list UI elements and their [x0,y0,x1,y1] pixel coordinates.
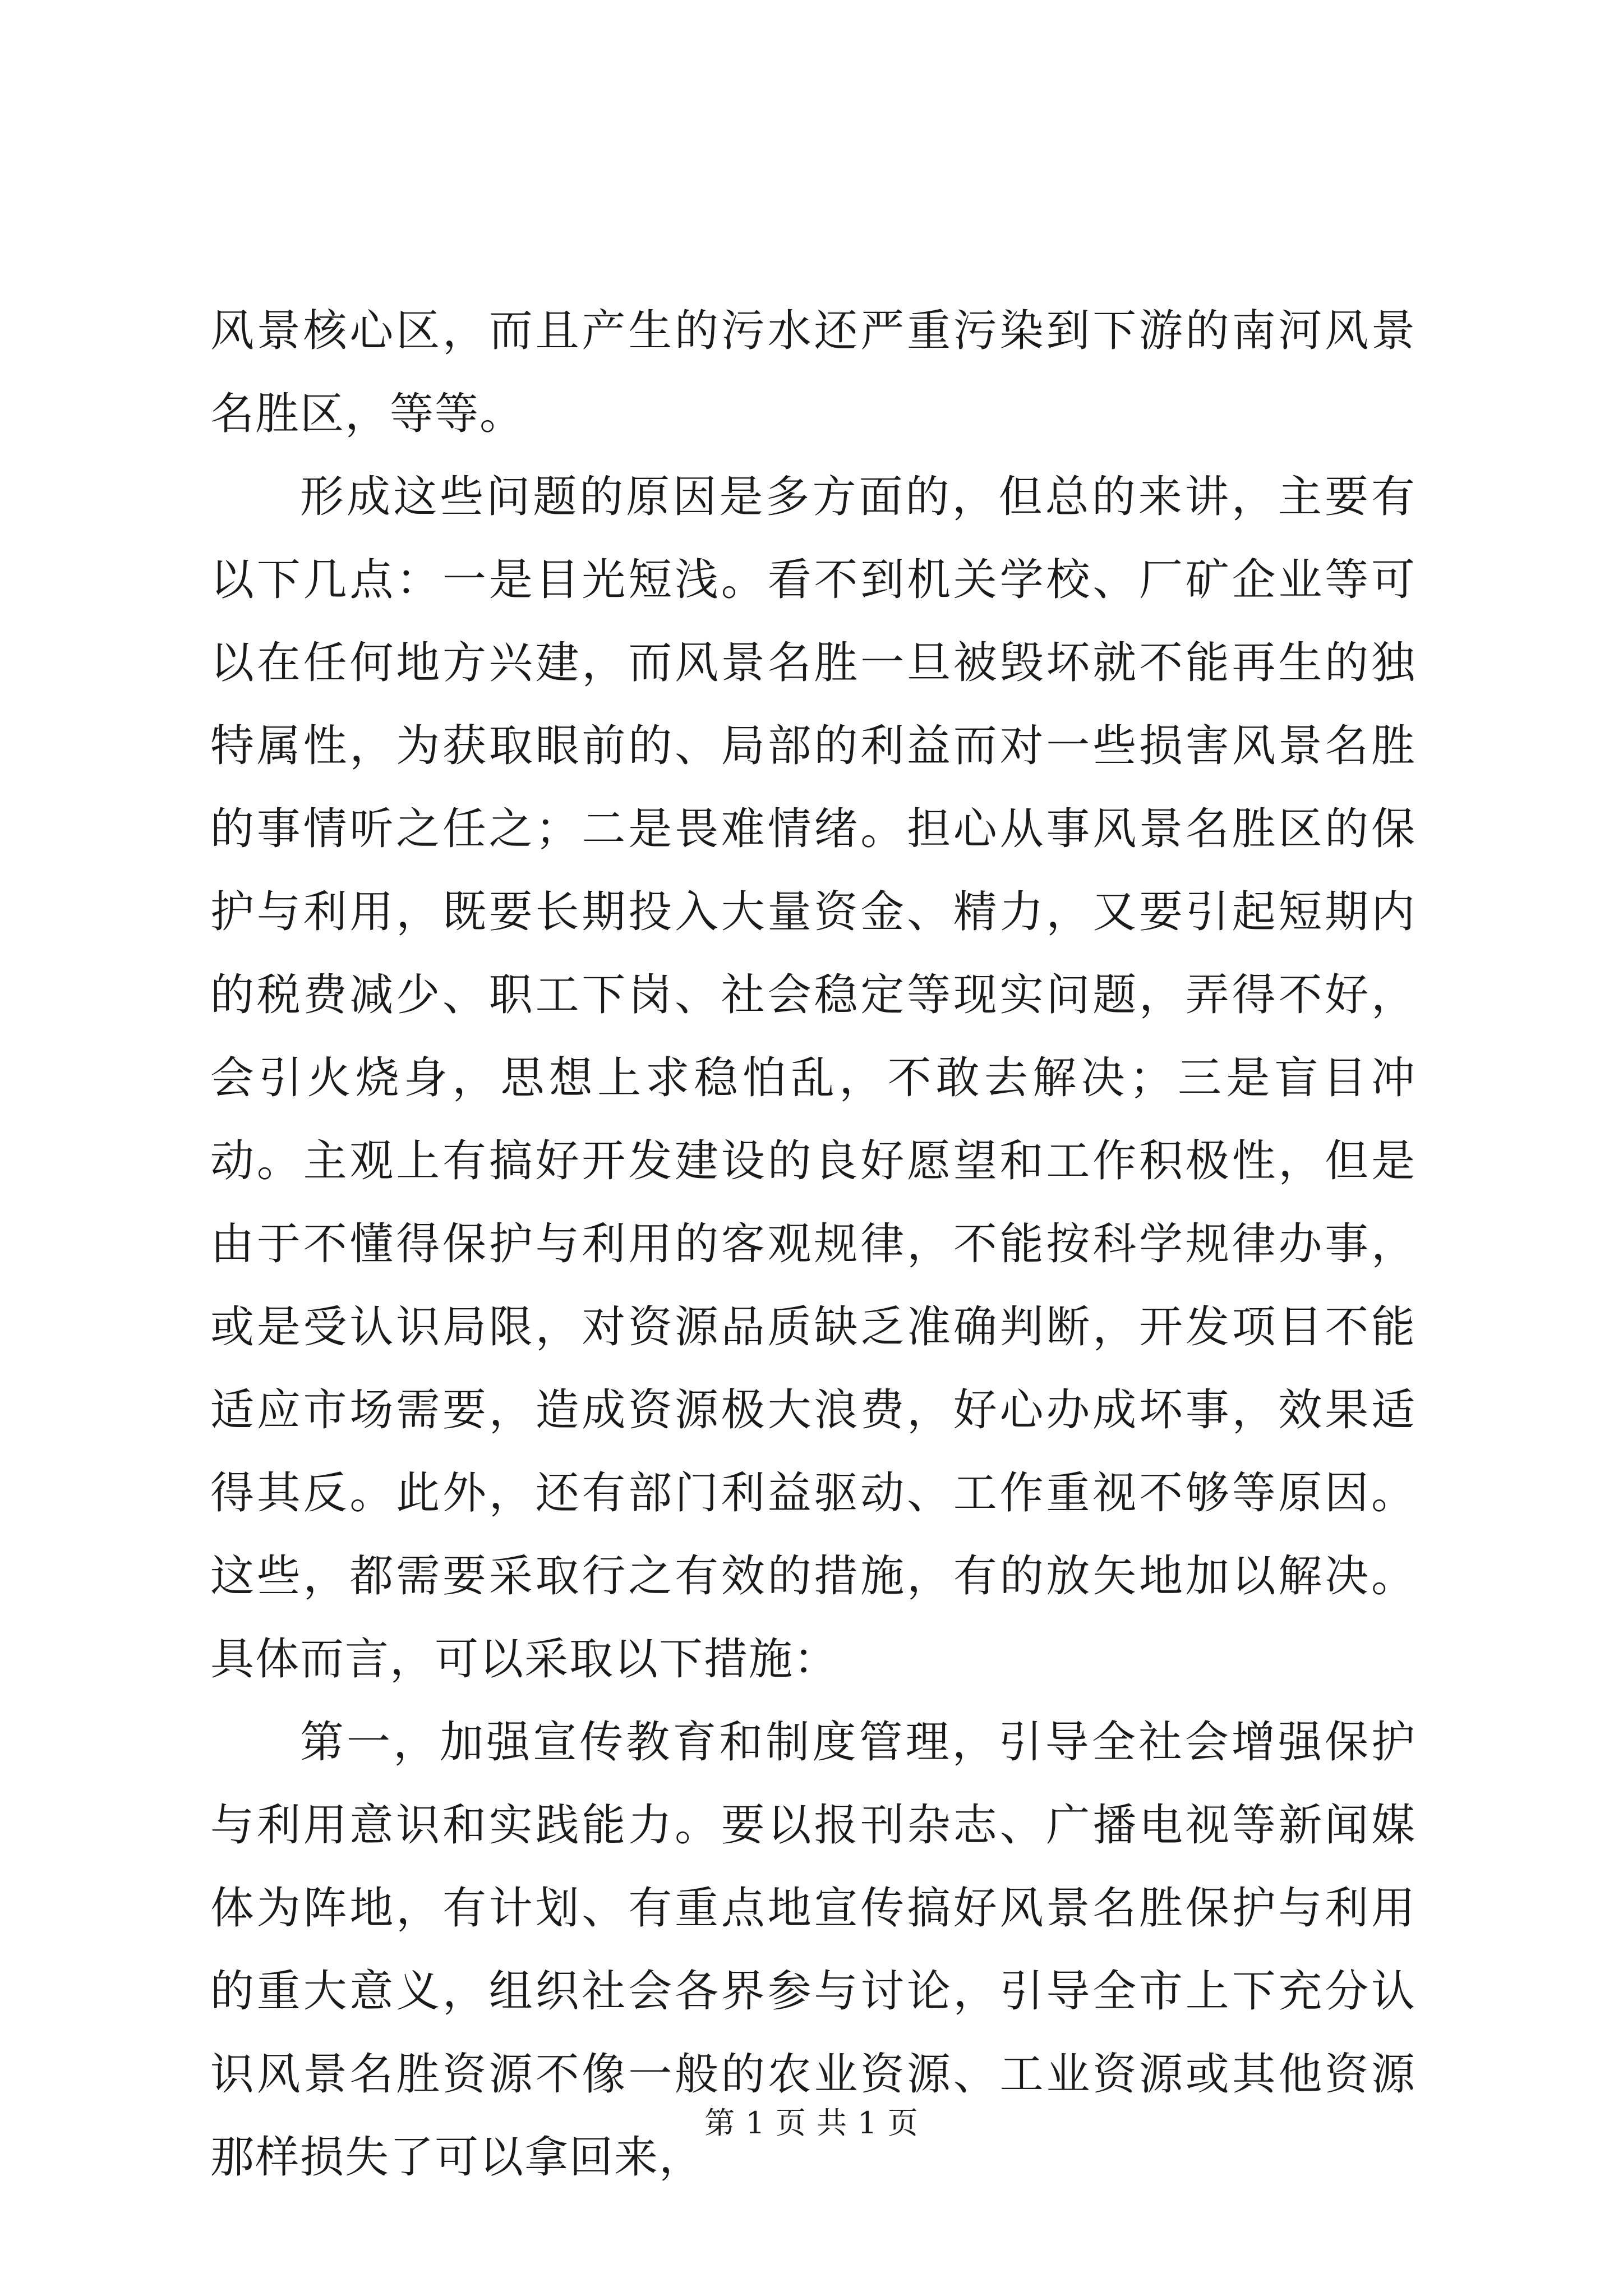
paragraph-2: 形成这些问题的原因是多方面的，但总的来讲，主要有以下几点：一是目光短浅。看不到机关学校、厂矿企业等可以在任何地方兴建，而风景名胜一旦被毁坏就不能再生的独特属性，为获取眼前的、局部的利益而对一些损害风景名胜的事情听之任之；二是畏难情绪。担心从事风景名胜区的保护与利用，既要长期投入大量资金、精力，又要引起短期内的税费减少、职工下岗、社会稳定等现实问题，弄得不好，会引火烧身，思想上求稳怕乱，不敢去解决；三是盲目冲动。主观上有搞好开发建设的良好愿望和工作积极性，但是由于不懂得保护与利用的客观规律，不能按科学规律办事，或是受认识局限，对资源品质缺乏准确判断，开发项目不能适应市场需要，造成资源极大浪费，好心办成坏事，效果适得其反。此外，还有部门利益驱动、工作重视不够等原因。这些，都需要采取行之有效的措施，有的放矢地加以解决。具体而言，可以采取以下措施： [210,472,1416,1685]
page-footer [0,2104,1623,2143]
page-number-label: 第 1 页 共 1 页 [704,2105,919,2141]
paragraph-3: 第一，加强宣传教育和制度管理，引导全社会增强保护与利用意识和实践能力。要以报刊杂志、广播电视等新闻媒体为阵地，有计划、有重点地宣传搞好风景名胜保护与利用的重大意义，组织社会各界参与讨论，引导全市上下充分认识风景名胜资源不像一般的农业资源、工业资源或其他资源那样损失了可以拿回来， [210,1717,1416,2183]
paragraph-1: 风景核心区，而且产生的污水还严重污染到下游的南河风景名胜区，等等。 [210,306,1416,439]
document-body [210,289,1416,2199]
